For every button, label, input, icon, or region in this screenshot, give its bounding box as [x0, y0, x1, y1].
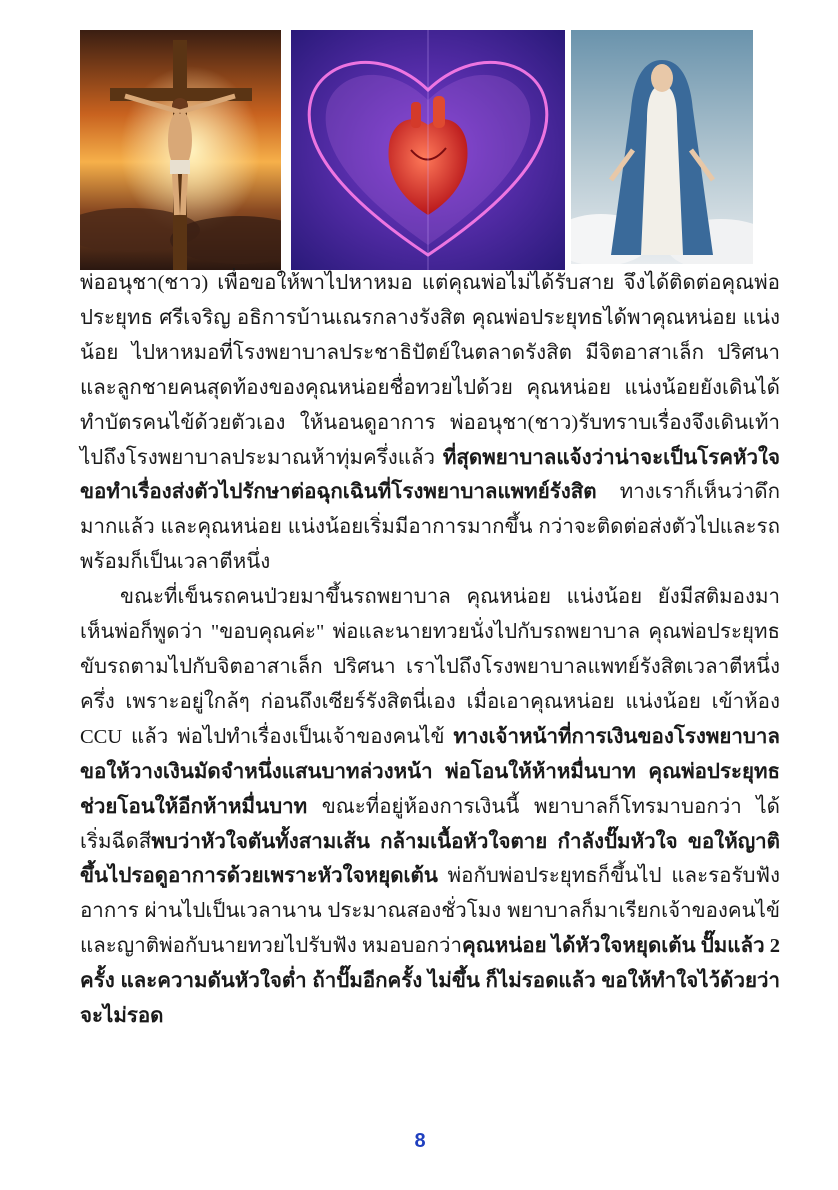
text-run: พ่อกับพ่อประยุทธก็ขึ้นไป และรอรับฟังอาการ ผ่านไปเป็นเวลานาน ประมาณสองชั่วโมง พยาบาลก็มาเรียกเจ้าของคนไข้และญาติพ่อกับนายทวยไปรับฟัง หมอบอกว่า [80, 865, 780, 958]
crucifix-image [80, 30, 281, 270]
body-text [80, 266, 780, 1034]
text-run: ขณะที่อยู่ห้องการเงินนี้ พยาบาลก็โทรมาบอกว่า ได้เริ่มฉีดสี [80, 795, 780, 853]
page-number: 8 [414, 1130, 426, 1152]
paragraph [80, 266, 780, 580]
text-run: ขณะที่เข็นรถคนป่วยมาขึ้นรถพยาบาล คุณหน่อย แน่งน้อย ยังมีสติมองมาเห็นพ่อก็พูดว่า "ขอบคุณค่ะ" พ่อและนายทวยนั่งไปกับรถพยาบาล คุณพ่อประยุทธขับรถตามไปกับจิตอาสาเล็ก ปริศนา เราไปถึงโรงพยาบาลแพทย์รังสิตเวลาตีหนึ่งครึ่ง เพราะอยู่ใกล้ๆ ก่อนถึงเซียร์รังสิตนี่เอง เมื่อเอาคุณหน่อย แน่งน้อย เข้าห้อง CCU แล้ว พ่อไปทำเรื่องเป็นเจ้าของคนไข้ [80, 586, 780, 748]
text-run: ทางเราก็เห็นว่าดึกมากแล้ว และคุณหน่อย แน่งน้อยเริ่มมีอาการมากขึ้น กว่าจะติดต่อส่งตัวไปและรถพร้อมก็เป็นเวลาตีหนึ่ง [80, 481, 780, 574]
bold-text-run: พบว่าหัวใจตันทั้งสามเส้น กล้ามเนื้อหัวใจตาย กำลังปั๊มหัวใจ ขอให้ญาติขึ้นไปรอดูอาการด้วยเพราะหัวใจหยุดเต้น [80, 830, 780, 888]
image-strip [80, 30, 760, 270]
text-run: พ่ออนุชา(ชาว) เพื่อขอให้พาไปหาหมอ แต่คุณพ่อไม่ได้รับสาย จึงได้ติดต่อคุณพ่อประยุทธ ศรีเจริญ อธิการบ้านเณรกลางรังสิต คุณพ่อประยุทธได้พาคุณหน่อย แน่งน้อย ไปหาหมอที่โรงพยาบาลประชาธิปัตย์ในตลาดรังสิต มีจิตอาสาเล็ก ปริศนา และลูกชายคนสุดท้องของคุณหน่อยชื่อทวยไปด้วย คุณหน่อย แน่งน้อยยังเดินได้ ทำบัตรคนไข้ด้วยตัวเอง ให้นอนดูอาการ พ่ออนุชา(ชาว)รับทราบเรื่องจึงเดินเท้าไปถึงโรงพยาบาลประมาณห้าทุ่มครึ่งแล้ว [80, 272, 780, 469]
bold-text-run: ที่สุดพยาบาลแจ้งว่าน่าจะเป็นโรคหัวใจ ขอทำเรื่องส่งตัวไปรักษาต่อฉุกเฉินที่โรงพยาบาลแพทย์รังสิต [80, 446, 780, 504]
bold-text-run: ทางเจ้าหน้าที่การเงินของโรงพยาบาลขอให้วางเงินมัดจำหนึ่งแสนบาทล่วงหน้า พ่อโอนให้ห้าหมื่นบาท คุณพ่อประยุทธช่วยโอนให้อีกห้าหมื่นบาท [80, 725, 780, 818]
heart-image [291, 30, 565, 270]
bold-text-run: คุณหน่อย ได้หัวใจหยุดเต้น ปั๊มแล้ว 2 ครั้ง และความดันหัวใจต่ำ ถ้าปั๊มอีกครั้ง ไม่ขึ้น ก็ไม่รอดแล้ว ขอให้ทำใจไว้ด้วยว่าจะไม่รอด [80, 935, 780, 1028]
virgin-mary-image [571, 30, 753, 264]
paragraph [80, 580, 780, 1034]
